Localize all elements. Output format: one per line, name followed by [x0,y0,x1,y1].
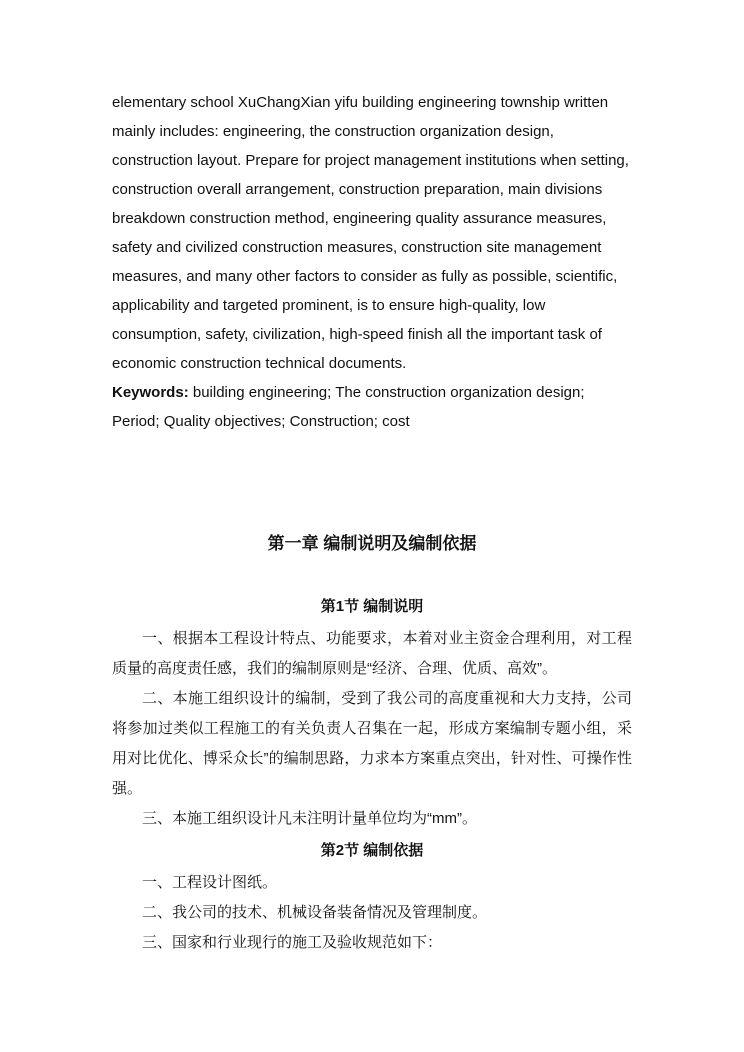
chapter-title: 第一章 编制说明及编制依据 [267,534,477,553]
section2-paragraph-2: 二、我公司的技术、机械设备装备情况及管理制度。 [142,904,488,921]
section1-paragraph-3: 三、本施工组织设计凡未注明计量单位均为“mm”。 [142,810,477,827]
section2-paragraph-1: 一、工程设计图纸。 [142,874,278,891]
abstract-paragraph: elementary school XuChangXian yifu building engineering township written mainly includes: engineering, the construction organization design, construction layout. Prepare for project management institutions when setting, construction overall arrangement, construction preparation, main divisions breakdown construction method, engineering quality assurance measures, safety and civilized construction measures, construction site management measures, and many other factors to consider as fully as possible, scientific, applicability and targeted prominent, is to ensure high-quality, low consumption, safety, civilization, high-speed finish all the important task of economic construction technical documents. [112,94,629,372]
keywords-label: Keywords: [112,384,189,401]
keywords-text: building engineering; The construction organization design; Period; Quality objectives; Construction; cost [112,384,585,430]
section2-title: 第2节 编制依据 [320,842,424,859]
section1-paragraph-1: 一、根据本工程设计特点、功能要求，本着对业主资金合理利用，对工程质量的高度责任感，我们的编制原则是“经济、合理、优质、高效”。 [112,630,632,677]
section1-title: 第1节 编制说明 [320,598,424,615]
keywords-paragraph [112,378,632,436]
section2-paragraph-3: 三、国家和行业现行的施工及验收规范如下： [142,934,443,951]
section1-paragraph-2: 二、本施工组织设计的编制，受到了我公司的高度重视和大力支持，公司将参加过类似工程施工的有关负责人召集在一起，形成方案编制专题小组，采用对比优化、博采众长”的编制思路，力求本方案重点突出，针对性、可操作性强。 [112,690,632,797]
